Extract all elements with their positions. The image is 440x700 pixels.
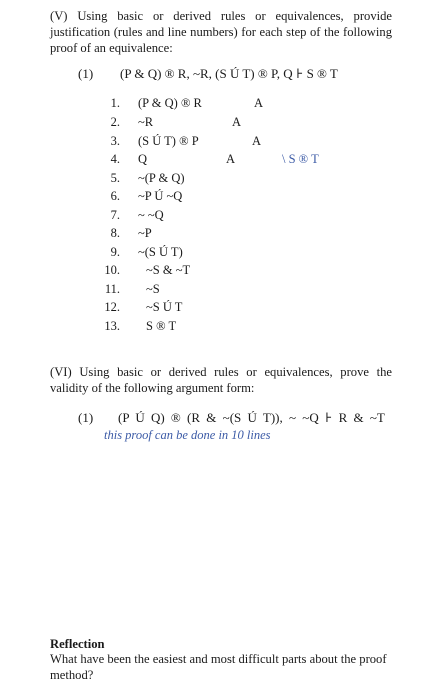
proof-length-note: this proof can be done in 10 lines bbox=[104, 428, 271, 442]
problem-v-number: (1) bbox=[78, 66, 94, 81]
reflection-question: What have been the easiest and most difficult parts about the proof method? bbox=[50, 652, 387, 682]
step-number: 8. bbox=[110, 226, 120, 240]
step-expression: ~(P & Q) bbox=[138, 171, 185, 185]
step-number: 13. bbox=[104, 319, 120, 333]
step-expression: ~S bbox=[146, 282, 160, 296]
problem-v-statement: (P & Q) ® R, ~R, (S Ú T) ® P, Q ⊦ S ® T bbox=[120, 66, 338, 81]
reflection-heading: Reflection bbox=[50, 637, 105, 651]
step-number: 12. bbox=[104, 300, 120, 314]
step-expression: ~ ~Q bbox=[138, 208, 164, 222]
step-justification: A bbox=[232, 115, 242, 129]
step-number: 2. bbox=[110, 115, 120, 129]
step-justification: A bbox=[254, 96, 264, 110]
step-number: 4. bbox=[110, 152, 120, 166]
problem-vi-statement: (P Ú Q) ® (R & ~(S Ú T)), ~ ~Q ⊦ R & ~T bbox=[118, 410, 385, 425]
step-number: 10. bbox=[104, 263, 120, 277]
step-expression: (P & Q) ® R bbox=[138, 96, 202, 110]
step-number: 1. bbox=[110, 96, 120, 110]
conclusion-annotation: \ S ® T bbox=[282, 152, 319, 166]
step-expression: ~S & ~T bbox=[146, 263, 191, 277]
step-expression: (S Ú T) ® P bbox=[138, 134, 199, 148]
step-expression: ~R bbox=[138, 115, 154, 129]
step-expression: S ® T bbox=[146, 319, 177, 333]
step-number: 7. bbox=[110, 208, 120, 222]
section-v-instructions: (V) Using basic or derived rules or equivalences, provide justification (rules and line numbers) for each step of the following proof of an equivalence: bbox=[50, 9, 392, 55]
step-number: 11. bbox=[104, 282, 120, 296]
step-number: 9. bbox=[110, 245, 120, 259]
step-justification: A bbox=[226, 152, 236, 166]
step-expression: ~(S Ú T) bbox=[138, 245, 183, 259]
step-expression: ~P Ú ~Q bbox=[138, 189, 183, 203]
step-number: 6. bbox=[110, 189, 120, 203]
step-number: 5. bbox=[110, 171, 120, 185]
step-expression: ~S Ú T bbox=[146, 300, 183, 314]
step-expression: ~P bbox=[138, 226, 152, 240]
step-number: 3. bbox=[110, 134, 120, 148]
problem-vi-number: (1) bbox=[78, 410, 94, 425]
step-expression: Q bbox=[138, 152, 148, 166]
section-vi-instructions: (VI) Using basic or derived rules or equivalences, prove the validity of the following argument form: bbox=[50, 365, 392, 395]
step-justification: A bbox=[252, 134, 262, 148]
